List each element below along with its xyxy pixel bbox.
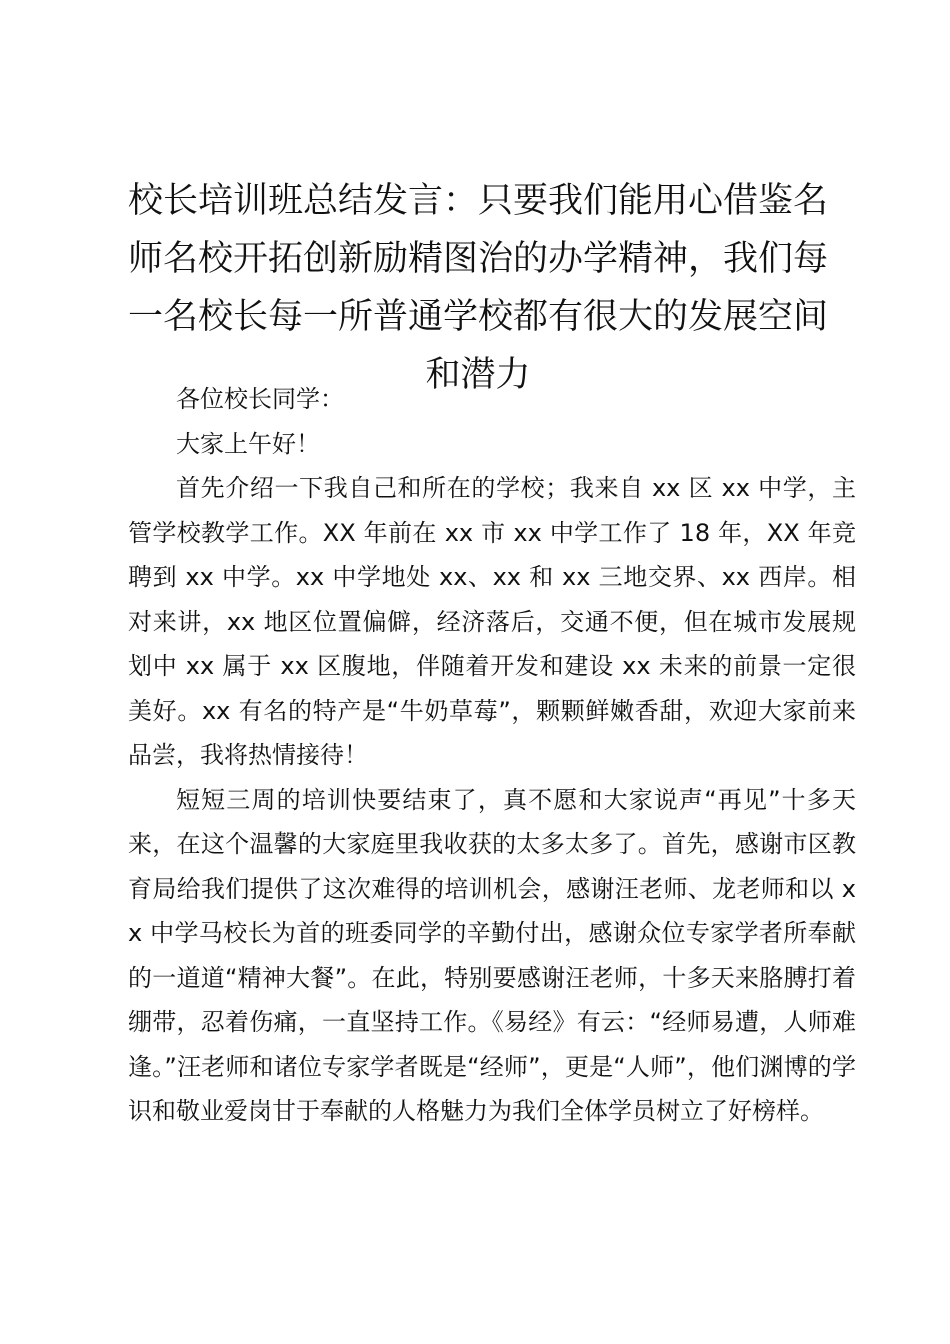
- salutation: 各位校长同学：: [176, 385, 344, 413]
- document-body: [128, 377, 856, 1134]
- paragraph-introduction: 首先介绍一下我自己和所在的学校；我来自 xx 区 xx 中学，主管学校教学工作。XX 年前在 xx 市 xx 中学工作了 18 年，XX 年竞聘到 xx 中学。xx 中学地处 xx、xx 和 xx 三地交界、xx 西岸。相对来讲，xx 地区位置偏僻，经济落后，交通不便，但在城市发展规划中 xx 属于 xx 区腹地，伴随着开发和建设 xx 未来的前景一定很美好。xx 有名的特产是“牛奶草莓”，颗颗鲜嫩香甜，欢迎大家前来品尝，我将热情接待！: [128, 474, 856, 769]
- greeting: 大家上午好！: [176, 429, 320, 458]
- paragraph-gratitude: 短短三周的培训快要结束了，真不愿和大家说声“再见”十多天来，在这个温馨的大家庭里我收获的太多太多了。首先，感谢市区教育局给我们提供了这次难得的培训机会，感谢汪老师、龙老师和以 xx 中学马校长为首的班委同学的辛勤付出，感谢众位专家学者所奉献的一道道“精神大餐”。在此，特别要感谢汪老师，十多天来胳膊打着绷带，忍着伤痛，一直坚持工作。《易经》有云：“经师易遭，人师难逢。”汪老师和诸位专家学者既是“经师”，更是“人师”，他们渊博的学识和敬业爱岗甘于奉献的人格魅力为我们全体学员树立了好榜样。: [128, 785, 856, 1125]
- document-title: 校长培训班总结发言：只要我们能用心借鉴名师名校开拓创新励精图治的办学精神，我们每一名校长每一所普通学校都有很大的发展空间和潜力: [127, 181, 828, 395]
